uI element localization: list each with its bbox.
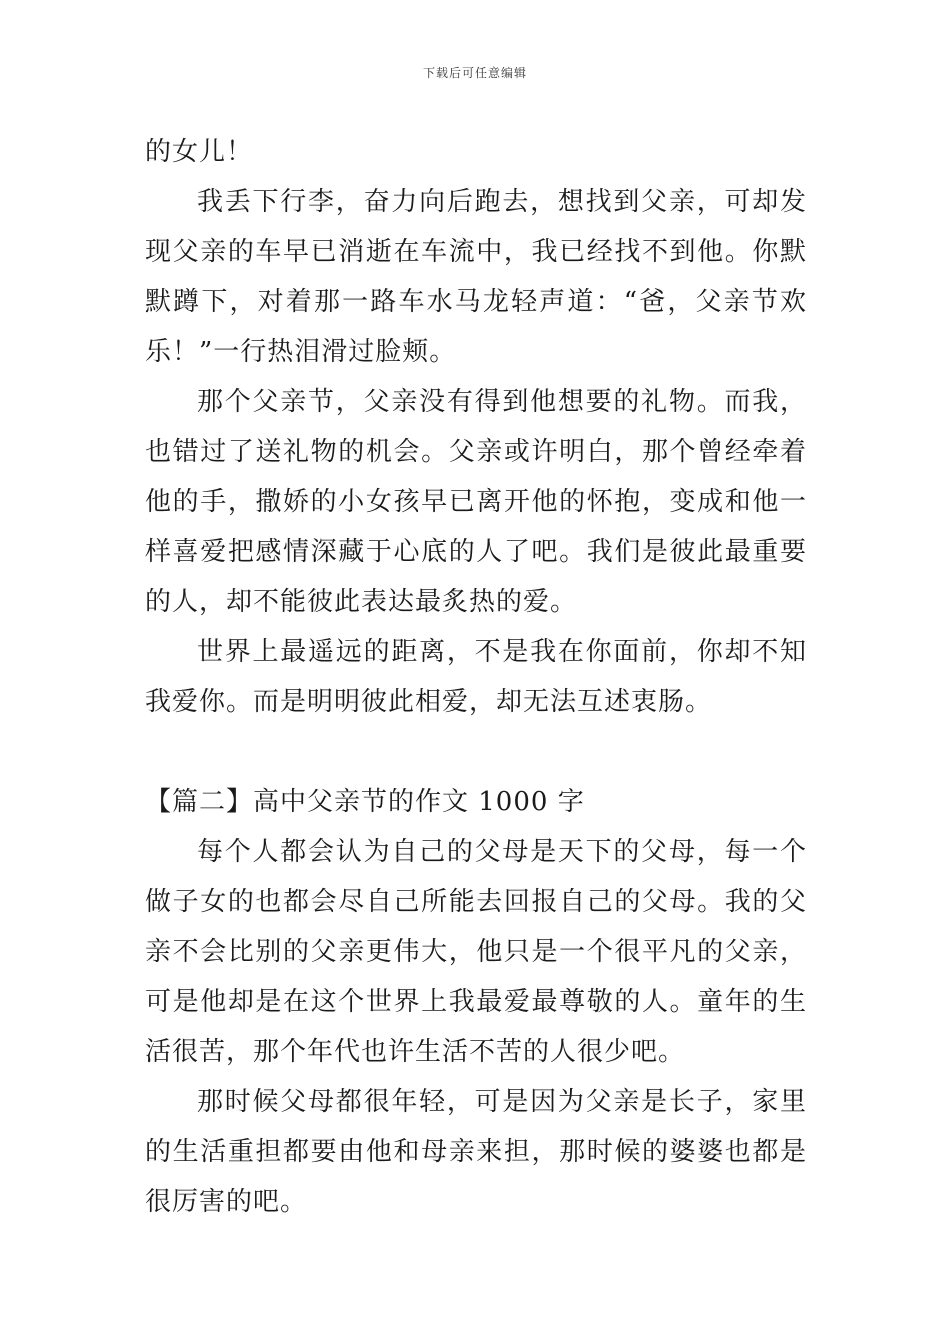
paragraph: 我丢下行李，奋力向后跑去，想找到父亲，可却发现父亲的车早已消逝在车流中，我已经找不到他。你默默蹲下，对着那一路车水马龙轻声道：“爸，父亲节欢乐！”一行热泪滑过脸颊。	[145, 187, 807, 367]
article-body	[145, 127, 807, 1227]
paragraph: 那时候父母都很年轻，可是因为父亲是长子，家里的生活重担都要由他和母亲来担，那时候的婆婆也都是很厉害的吧。	[145, 1087, 807, 1217]
paragraph: 每个人都会认为自己的父母是天下的父母，每一个做子女的也都会尽自己所能去回报自己的父母。我的父亲不会比别的父亲更伟大，他只是一个很平凡的父亲，可是他却是在这个世界上我最爱最尊敬的人。童年的生活很苦，那个年代也许生活不苦的人很少吧。	[145, 837, 807, 1067]
paragraph: 世界上最遥远的距离，不是我在你面前，你却不知我爱你。而是明明彼此相爱，却无法互述衷肠。	[145, 637, 807, 717]
section-heading: 【篇二】高中父亲节的作文 1000 字	[145, 787, 585, 817]
header-note: 下载后可任意编辑	[422, 66, 527, 80]
paragraph: 那个父亲节，父亲没有得到他想要的礼物。而我，也错过了送礼物的机会。父亲或许明白，那个曾经牵着他的手，撒娇的小女孩早已离开他的怀抱，变成和他一样喜爱把感情深藏于心底的人了吧。我们是彼此最重要的人，却不能彼此表达最炙热的爱。	[145, 387, 807, 617]
paragraph-continued: 的女儿！	[145, 137, 254, 167]
section-gap	[145, 727, 807, 777]
